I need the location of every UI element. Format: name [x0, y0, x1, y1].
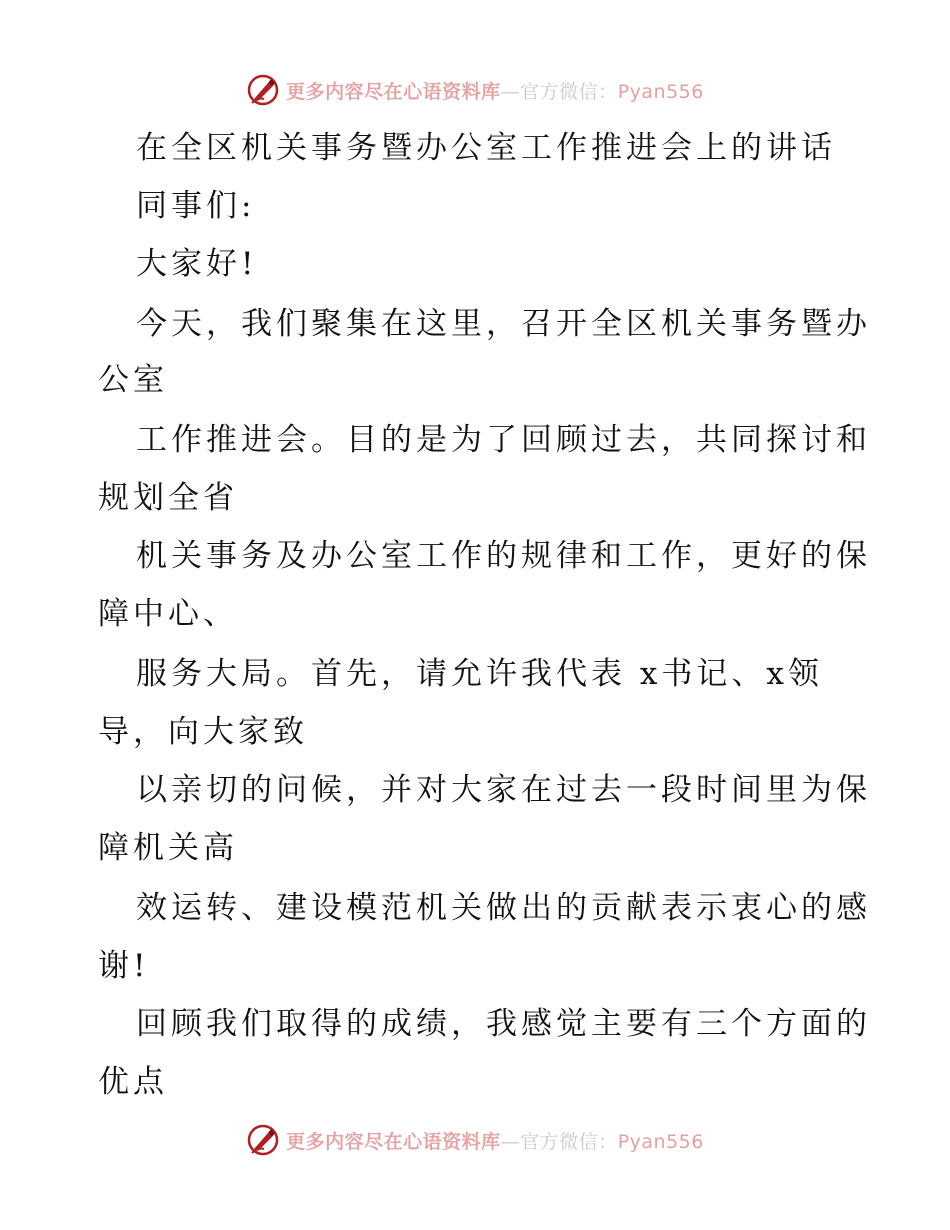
text-line: 障中心、: [98, 596, 238, 632]
text-line: 谢!: [98, 948, 150, 984]
text-line: 导，向大家致: [98, 714, 308, 750]
banner-text: [286, 77, 704, 104]
text-line: 机关事务及办公室工作的规律和工作，更好的保: [136, 538, 871, 574]
text-line: 障机关高: [98, 830, 238, 866]
text-line: 以亲切的问候，并对大家在过去一段时间里为保: [136, 772, 871, 808]
banner-main: 更多内容尽在心语资料库: [286, 80, 501, 103]
banner-sub: 官方微信：: [520, 1130, 618, 1153]
banner-text: [286, 1127, 704, 1154]
text-line: 今天，我们聚集在这里，召开全区机关事务暨办: [136, 306, 871, 342]
text-line: 公室: [98, 362, 168, 398]
pen-logo-icon: [246, 73, 280, 107]
text-line: 大家好!: [136, 246, 258, 282]
header-banner: [0, 70, 950, 110]
footer-banner: [0, 1120, 950, 1160]
text-line: 回顾我们取得的成绩，我感觉主要有三个方面的: [136, 1006, 871, 1042]
document-title: 在全区机关事务暨办公室工作推进会上的讲话: [136, 130, 836, 166]
banner-dash: —: [500, 1130, 521, 1153]
text-line: 规划全省: [98, 480, 238, 516]
banner-wechat-id: Pyan556: [617, 80, 704, 103]
banner-wechat-id: Pyan556: [617, 1130, 704, 1153]
banner-dash: —: [500, 80, 521, 103]
text-line: 服务大局。首先，请允许我代表 x书记、x领: [136, 656, 823, 692]
text-line: 效运转、建设模范机关做出的贡献表示衷心的感: [136, 890, 871, 926]
banner-sub: 官方微信：: [520, 80, 618, 103]
text-line: 同事们:: [136, 188, 256, 224]
pen-logo-icon: [246, 1123, 280, 1157]
text-line: 工作推进会。目的是为了回顾过去，共同探讨和: [136, 422, 871, 458]
banner-main: 更多内容尽在心语资料库: [286, 1130, 501, 1153]
text-line: 优点: [98, 1064, 168, 1100]
